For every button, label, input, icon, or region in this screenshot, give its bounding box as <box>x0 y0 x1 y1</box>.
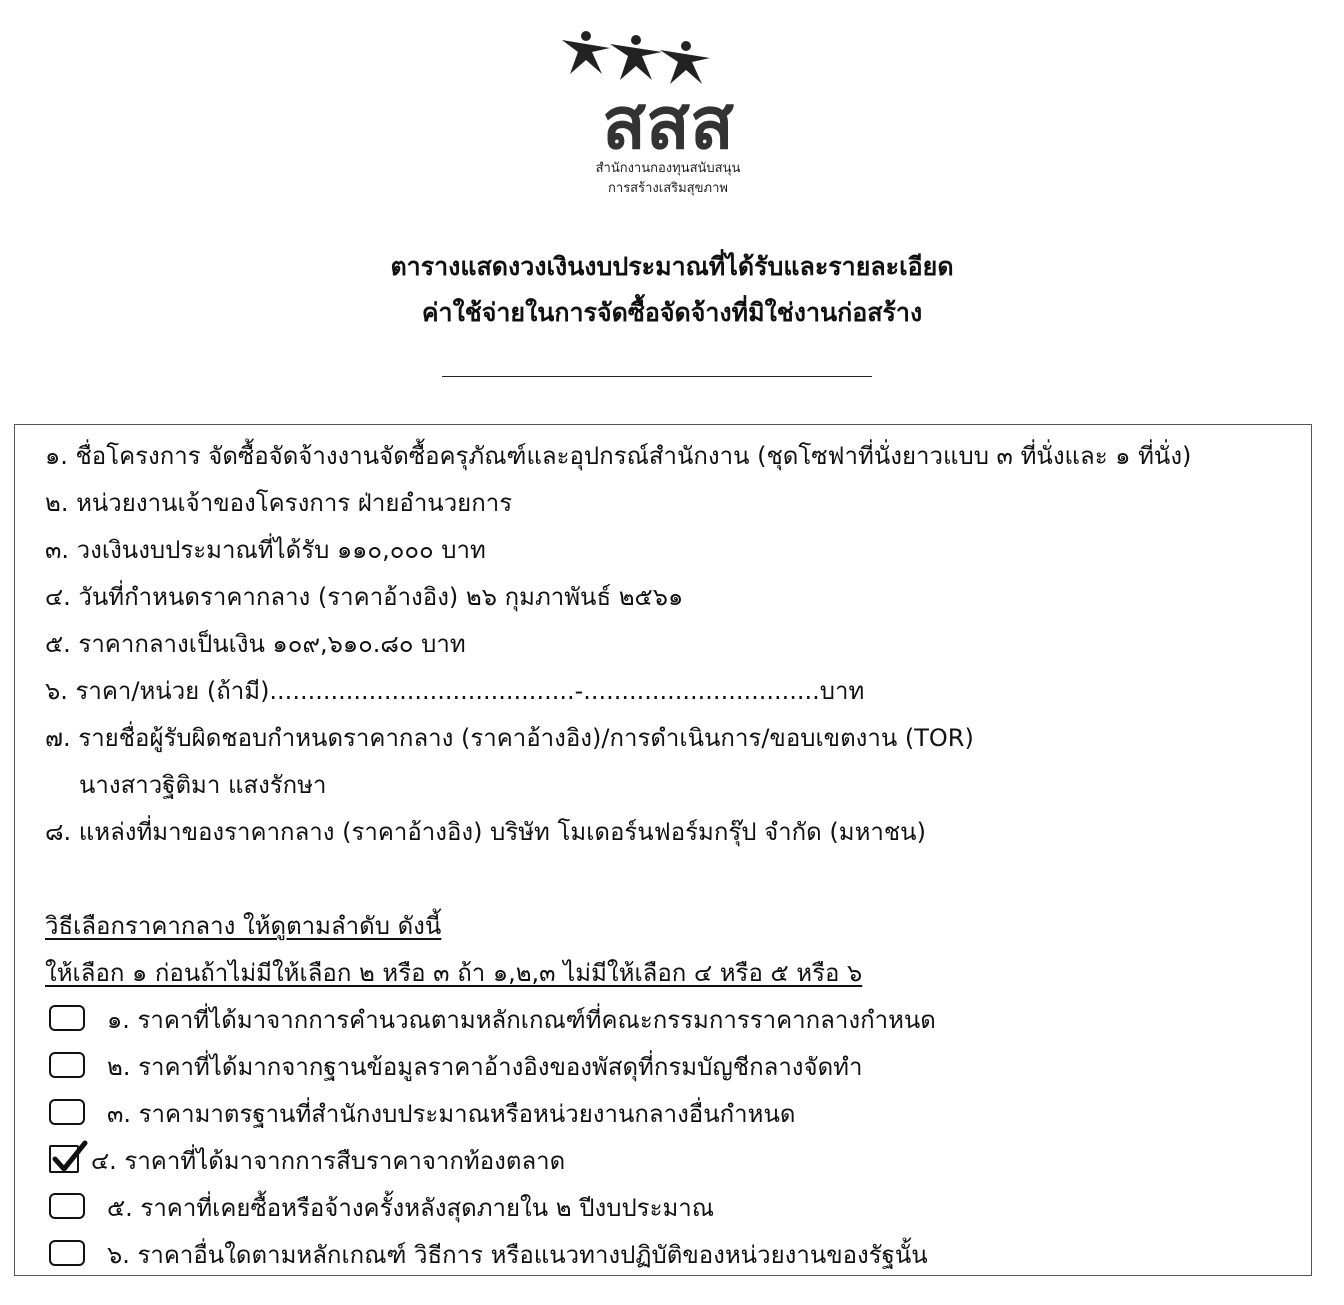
option-4-checkbox[interactable] <box>49 1145 79 1173</box>
option-1-checkbox[interactable] <box>49 1005 85 1031</box>
item-project-name: ๑. ชื่อโครงการ จัดซื้อจัดจ้างงานจัดซื้อครุภัณฑ์และอุปกรณ์สำนักงาน (ชุดโซฟาที่นั่งยาวแบบ ๓ ที่นั่งและ ๑ ที่นั่ง) <box>45 442 1192 470</box>
item-median-price: ๕. ราคากลางเป็นเงิน ๑๐๙,๖๑๐.๘๐ บาท <box>45 630 466 658</box>
logo-org-line1: สำนักงานกองทุนสนับสนุน <box>595 161 741 176</box>
item-responsible-persons: ๗. รายชื่อผู้รับผิดชอบกำหนดราคากลาง (ราคาอ้างอิง)/การดำเนินการ/ขอบเขตงาน (TOR) <box>45 724 974 752</box>
option-3-label: ๓. ราคามาตรฐานที่สำนักงบประมาณหรือหน่วยงานกลางอื่นกำหนด <box>107 1100 796 1128</box>
document-title-line1: ตารางแสดงวงเงินงบประมาณที่ได้รับและรายละเอียด <box>390 252 954 281</box>
method-rule: ให้เลือก ๑ ก่อนถ้าไม่มีให้เลือก ๒ หรือ ๓ ถ้า ๑,๒,๓ ไม่มีให้เลือก ๔ หรือ ๕ หรือ ๖ <box>45 959 863 987</box>
option-6-label: ๖. ราคาอื่นใดตามหลักเกณฑ์ วิธีการ หรือแนวทางปฏิบัติของหน่วยงานของรัฐนั้น <box>107 1241 928 1269</box>
logo-org-line2: การสร้างเสริมสุขภาพ <box>608 181 728 196</box>
option-2-label: ๒. ราคาที่ได้มากจากฐานข้อมูลราคาอ้างอิงของพัสดุที่กรมบัญชีกลางจัดทำ <box>107 1053 863 1081</box>
item-reference-date: ๔. วันที่กำหนดราคากลาง (ราคาอ้างอิง) ๒๖ กุมภาพันธ์ ๒๕๖๑ <box>45 583 684 611</box>
item-price-source: ๘. แหล่งที่มาของราคากลาง (ราคาอ้างอิง) บริษัท โมเดอร์นฟอร์มกรุ๊ป จำกัด (มหาชน) <box>45 818 926 846</box>
star-figures-icon <box>562 31 710 84</box>
item-unit-price: ๖. ราคา/หน่วย (ถ้ามี)........................................-...............................บาท <box>45 677 865 705</box>
option-5-label: ๕. ราคาที่เคยซื้อหรือจ้างครั้งหลังสุดภายใน ๒ ปีงบประมาณ <box>107 1194 715 1222</box>
item-responsible-name: นางสาวฐิติมา แสงรักษา <box>79 771 327 799</box>
item-budget: ๓. วงเงินงบประมาณที่ได้รับ ๑๑๐,๐๐๐ บาท <box>45 536 486 564</box>
title-underline-divider <box>442 376 872 377</box>
thaihealth-logo <box>548 26 788 206</box>
method-heading: วิธีเลือกราคากลาง ให้ดูตามลำดับ ดังนี้ <box>45 912 442 940</box>
item-owner-unit: ๒. หน่วยงานเจ้าของโครงการ ฝ่ายอำนวยการ <box>45 489 513 517</box>
document-title-line2: ค่าใช้จ่ายในการจัดซื้อจัดจ้างที่มิใช่งานก่อสร้าง <box>421 298 923 327</box>
option-3-checkbox[interactable] <box>49 1099 85 1125</box>
checkmark-icon <box>49 1139 89 1177</box>
logo-wordmark: สสส <box>602 81 734 165</box>
option-4-label: ๔. ราคาที่ได้มาจากการสืบราคาจากท้องตลาด <box>91 1147 566 1175</box>
option-5-checkbox[interactable] <box>49 1193 85 1219</box>
option-1-label: ๑. ราคาที่ได้มาจากการคำนวณตามหลักเกณฑ์ที่คณะกรรมการราคากลางกำหนด <box>107 1006 936 1034</box>
option-2-checkbox[interactable] <box>49 1052 85 1078</box>
logo-graphic <box>548 26 788 206</box>
option-6-checkbox[interactable] <box>49 1240 85 1266</box>
content-box <box>14 424 1312 1276</box>
